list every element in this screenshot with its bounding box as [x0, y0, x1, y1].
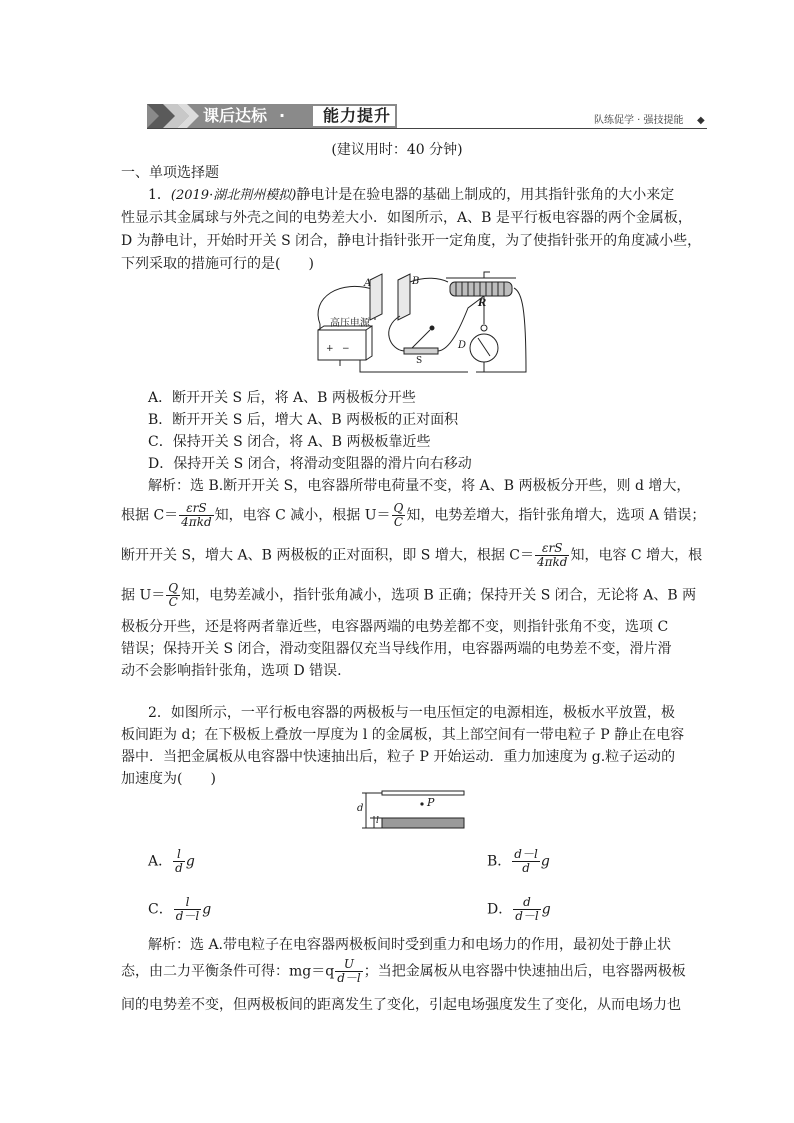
q2-analysis-2a: 态，由二力平衡条件可得：mg＝q	[121, 963, 335, 980]
q1-stem-line-2: 性显示其金属球与外壳之间的电势差大小．如图所示，A、B 是平行板电容器的两个金属板，	[121, 210, 692, 226]
q1-frac-capacitance-2	[535, 542, 569, 569]
q1-option-c: C．保持开关 S 闭合，将 A、B 两极板靠近些	[148, 434, 431, 450]
q2-option-d	[487, 896, 551, 923]
q1-fig-label-minus: −	[342, 344, 350, 354]
section-title: 一、单项选择题	[121, 165, 219, 181]
q1-frac-capacitance	[179, 502, 213, 529]
q1-option-a: A．断开开关 S 后，将 A、B 两极板分开些	[148, 390, 416, 406]
q2-option-a-tail: g	[185, 853, 195, 870]
q2-option-c-den: d－l	[175, 909, 200, 923]
q1-fig-label-b: B	[412, 276, 420, 287]
header-rule	[147, 128, 707, 129]
q2-option-b-den: d	[522, 861, 530, 875]
q1-analysis-line-1: 解析：选 B.断开开关 S，电容器所带电荷量不变，将 A、B 两极板分开些，则 d 增大，	[148, 478, 691, 494]
q1-option-b: B．断开开关 S 后，增大 A、B 两极板的正对面积	[148, 412, 459, 428]
time-note: (建议用时：40 分钟)	[331, 142, 463, 158]
q2-option-a-frac	[173, 848, 185, 875]
q2-fig-label-l: l	[376, 816, 379, 826]
q1-analysis-line-2	[121, 502, 705, 529]
q1-frac-u-den: C	[393, 515, 404, 529]
header-banner	[147, 104, 397, 128]
q1-stem-line-4: 下列采取的措施可行的是( )	[121, 256, 314, 272]
q1-frac-voltage-2	[166, 582, 180, 609]
q2-option-a	[148, 848, 195, 875]
q2-stem-line-3: 器中．当把金属板从电容器中快速抽出后，粒子 P 开始运动．重力加速度为 g.粒子运动的	[121, 749, 676, 765]
q2-stem-line-1: 2．如图所示，一平行板电容器的两极板与一电压恒定的电源相连，极板水平放置，极	[148, 705, 675, 721]
q1-frac-c-num: εrS	[179, 502, 213, 516]
q2-frac-field	[335, 958, 363, 985]
q2-option-d-frac	[513, 896, 541, 923]
q1-option-d: D．保持开关 S 闭合，将滑动变阻器的滑片向右移动	[148, 456, 472, 472]
q2-option-d-num: d	[513, 896, 541, 910]
q1-analysis-3b: 知，电容 C 增大，根	[570, 547, 703, 564]
q2-option-b-tail: g	[540, 853, 550, 870]
q2-analysis-line-3: 间的电势差不变，但两极板间的距离发生了变化，引起电场强度发生了变化，从而电场力也	[121, 997, 681, 1013]
q1-fig-label-d: D	[458, 340, 467, 351]
q2-option-b-label: B．	[487, 853, 512, 870]
q2-option-a-label: A．	[148, 853, 173, 870]
q2-analysis-line-2	[121, 958, 686, 985]
q2-analysis-2b: ；当把金属板从电容器中快速抽出后，电容器两极板	[363, 963, 686, 980]
q2-option-c-label: C．	[148, 901, 173, 918]
q1-fig-label-plus: +	[326, 344, 334, 354]
q2-fig-label-d: d	[357, 803, 364, 814]
q1-frac-c-den-2: 4πkd	[537, 555, 568, 569]
q2-frac-num: U	[335, 958, 363, 972]
q1-fig-label-a: A	[364, 278, 372, 289]
parallel-plate-diagram	[352, 788, 472, 834]
q1-fig-label-source: 高压电源	[330, 318, 370, 329]
q1-analysis-line-4	[121, 582, 696, 609]
q2-stem-line-2: 板间距为 d；在下极板上叠放一厚度为 l 的金属板，其上部空间有一带电粒子 P 静止在电容	[121, 727, 685, 743]
q2-option-d-tail: g	[541, 901, 551, 918]
q2-option-d-label: D．	[487, 901, 513, 918]
q1-frac-voltage	[392, 502, 406, 529]
q1-stem-line-1	[148, 185, 674, 206]
q2-fig-label-p: P	[427, 796, 435, 809]
q2-option-c-frac	[174, 896, 202, 923]
q2-option-c-num: l	[174, 896, 202, 910]
q2-option-c	[148, 896, 211, 923]
q2-option-a-den: d	[175, 861, 183, 875]
q2-stem-line-4: 加速度为( )	[121, 771, 216, 787]
q2-option-d-den: d－l	[515, 909, 539, 923]
q1-frac-u-den-2: C	[168, 595, 178, 609]
q1-stem-text: 静电计是在验电器的基础上制成的，用其指针张角的大小来定	[296, 187, 675, 203]
q1-figure	[300, 268, 530, 380]
q1-analysis-2c: 知，电势差增大，指针张角增大，选项 A 错误；	[406, 507, 706, 524]
q1-frac-c-den: 4πkd	[181, 515, 212, 529]
q2-option-b-num: d－l	[514, 847, 538, 861]
q1-analysis-line-6: 错误；保持开关 S 闭合，滑动变阻器仅充当导线作用，电容器两端的电势差不变，滑片滑	[121, 641, 672, 657]
q1-frac-u-num-2: Q	[168, 581, 179, 595]
q1-analysis-2b: 知，电容 C 减小，根据 U＝	[214, 507, 391, 524]
q1-analysis-line-5: 极板分开些，还是将两者靠近些，电容器两端的电势差都不变，则指针张角不变，选项 C	[121, 619, 669, 635]
q1-frac-u-num: Q	[393, 501, 404, 515]
q2-option-c-tail: g	[202, 901, 212, 918]
section-label-right: 能力提升	[323, 106, 392, 125]
header-slogan: 队练促学 · 强技提能	[594, 115, 684, 126]
q1-analysis-2a: 根据 C＝	[121, 507, 179, 524]
q2-option-a-num: l	[173, 848, 185, 862]
q1-analysis-line-3	[121, 542, 702, 569]
q1-stem-line-3: D 为静电计，开始时开关 S 闭合，静电计指针张开一定角度，为了使指针张开的角度减小些，	[121, 233, 702, 249]
q1-analysis-3a: 断开开关 S，增大 A、B 两极板的正对面积，即 S 增大，根据 C＝	[121, 547, 534, 564]
q1-fig-label-r: R	[478, 298, 487, 309]
q1-frac-c-num-2: εrS	[535, 542, 569, 556]
q1-number: 1．	[148, 187, 171, 203]
q2-analysis-line-1: 解析：选 A.带电粒子在电容器两极板间时受到重力和电场力的作用，最初处于静止状	[148, 937, 672, 953]
q2-frac-den: d－l	[337, 971, 361, 985]
q2-option-b-frac	[512, 848, 540, 875]
section-label-dot: ·	[279, 106, 286, 125]
q1-analysis-line-7: 动不会影响指针张角，选项 D 错误.	[121, 663, 342, 679]
section-label-left: 课后达标	[203, 106, 268, 125]
q1-source: (2019·湖北荆州模拟)	[170, 188, 297, 203]
diamond-icon: ◆	[697, 115, 705, 126]
q1-analysis-4b: 知，电势差减小，指针张角减小，选项 B 正确；保持开关 S 闭合，无论将 A、B 两	[181, 587, 697, 604]
q1-analysis-4a: 据 U＝	[121, 587, 166, 604]
q2-option-b	[487, 848, 550, 875]
q1-fig-label-s: S	[416, 356, 423, 366]
q2-figure	[352, 788, 472, 834]
